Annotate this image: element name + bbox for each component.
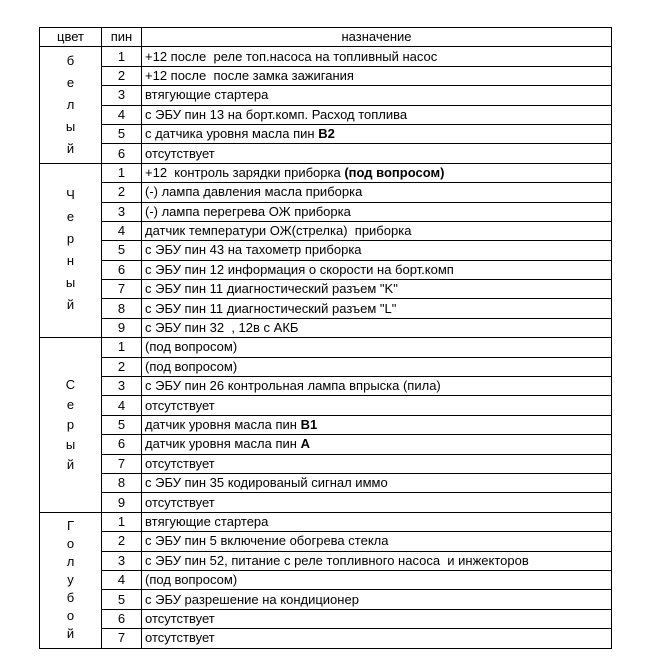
pin-description xyxy=(142,493,612,512)
pin-description xyxy=(142,512,612,531)
table-row xyxy=(40,202,612,221)
pin-description xyxy=(142,473,612,492)
pin-description-text: датчик уровня масла пин xyxy=(145,436,301,452)
pin-description-text: отсутствует xyxy=(145,455,215,471)
table-row xyxy=(40,163,612,182)
pin-description-emphasis: B1 xyxy=(300,417,318,432)
pin-description-text: с ЭБУ пин 13 на борт.комп. Расход топлива xyxy=(145,106,408,122)
table-row xyxy=(40,551,612,570)
pin-number: 3 xyxy=(102,202,142,221)
pin-description xyxy=(142,532,612,551)
wire-color-cell xyxy=(40,163,102,338)
pin-description-text: с ЭБУ пин 32 , 12в с АКБ xyxy=(145,320,299,336)
table-row xyxy=(40,570,612,589)
header-pin: пин xyxy=(102,28,142,47)
table-row xyxy=(40,357,612,376)
pin-description-emphasis: A xyxy=(300,436,310,452)
pin-description xyxy=(142,86,612,105)
pin-description xyxy=(142,357,612,376)
pin-number: 2 xyxy=(102,66,142,85)
table-row xyxy=(40,299,612,318)
pin-number: 4 xyxy=(102,105,142,124)
pin-description-text: с датчика уровня масла пин xyxy=(145,126,319,142)
pin-description-text: датчик уровня масла пин xyxy=(145,417,301,432)
pin-description xyxy=(142,221,612,240)
table-row xyxy=(40,183,612,202)
wire-color-letter: е xyxy=(66,75,75,91)
pin-number: 8 xyxy=(102,473,142,492)
pin-description xyxy=(142,202,612,221)
pin-description xyxy=(142,396,612,415)
pin-description-text: +12 после реле топ.насоса на топливный насос xyxy=(145,48,438,64)
pin-description-text: (-) лампа давления масла приборка xyxy=(145,184,363,200)
wire-color-label xyxy=(40,375,101,475)
pin-number: 1 xyxy=(102,512,142,531)
wire-color-letter: у xyxy=(67,572,74,588)
pin-description xyxy=(142,629,612,648)
table-row xyxy=(40,66,612,85)
wire-color-letter: ы xyxy=(65,119,76,135)
table-row xyxy=(40,241,612,260)
pin-number: 6 xyxy=(102,260,142,279)
pin-number: 6 xyxy=(102,144,142,163)
pin-description xyxy=(142,609,612,628)
table-row xyxy=(40,86,612,105)
pin-description-text: (под вопросом) xyxy=(145,572,238,588)
pin-description xyxy=(142,183,612,202)
pin-number: 5 xyxy=(102,241,142,260)
pin-description-text: с ЭБУ пин 5 включение обогрева стекла xyxy=(145,533,389,549)
wire-color-cell xyxy=(40,47,102,163)
wire-color-label xyxy=(40,184,101,316)
pin-number: 1 xyxy=(102,47,142,66)
pin-number: 2 xyxy=(102,183,142,202)
wire-color-letter: С xyxy=(65,377,76,392)
pin-number: 2 xyxy=(102,532,142,551)
wire-color-letter: ы xyxy=(65,437,76,452)
pin-description xyxy=(142,47,612,66)
table-row xyxy=(40,318,612,337)
wire-color-label xyxy=(40,50,101,160)
wire-color-letter: о xyxy=(66,536,75,552)
pin-number: 6 xyxy=(102,609,142,628)
table-row xyxy=(40,124,612,143)
pin-description-text: отсутствует xyxy=(145,630,215,646)
pin-description-text: отсутствует xyxy=(145,610,215,626)
pin-description xyxy=(142,163,612,182)
table-row xyxy=(40,280,612,299)
pin-number: 4 xyxy=(102,221,142,240)
table-row xyxy=(40,609,612,628)
wire-color-letter: р xyxy=(66,231,75,247)
pin-description-text: датчик температури ОЖ(стрелка) приборка xyxy=(145,223,412,239)
pin-number: 9 xyxy=(102,493,142,512)
pin-number: 8 xyxy=(102,299,142,318)
wire-color-letter: л xyxy=(66,554,75,570)
pin-description-text: с ЭБУ пин 26 контрольная лампа впрыска (пила) xyxy=(145,378,441,394)
pin-description-text: с ЭБУ пин 11 диагностический разъем "L" xyxy=(145,300,397,316)
pin-number: 2 xyxy=(102,357,142,376)
pin-description-text: отсутствует xyxy=(145,397,215,413)
table-row xyxy=(40,260,612,279)
pin-description xyxy=(142,454,612,473)
pin-number: 9 xyxy=(102,318,142,337)
pin-description xyxy=(142,551,612,570)
pin-description xyxy=(142,241,612,260)
pin-description-text: отсутствует xyxy=(145,494,215,510)
pin-number: 5 xyxy=(102,415,142,434)
pin-description xyxy=(142,280,612,299)
pin-description xyxy=(142,377,612,396)
table-row xyxy=(40,493,612,512)
header-row xyxy=(40,28,612,47)
pin-description-emphasis: (под вопросом) xyxy=(344,164,445,180)
pin-description xyxy=(142,260,612,279)
pin-number: 1 xyxy=(102,338,142,357)
pin-description xyxy=(142,318,612,337)
pin-number: 7 xyxy=(102,280,142,299)
pin-description-text: с ЭБУ разрешение на кондиционер xyxy=(145,591,359,607)
pin-description-text: (-) лампа перегрева ОЖ приборка xyxy=(145,203,351,219)
wire-color-letter: р xyxy=(66,417,75,432)
table-row xyxy=(40,512,612,531)
pin-description-text: втягующие стартера xyxy=(145,87,269,103)
table-row xyxy=(40,629,612,648)
pin-number: 6 xyxy=(102,435,142,454)
table-row xyxy=(40,473,612,492)
pin-description xyxy=(142,590,612,609)
pin-description-text: (под вопросом) xyxy=(145,358,238,374)
header-color: цвет xyxy=(40,28,102,47)
pin-description xyxy=(142,435,612,454)
wire-color-letter: й xyxy=(66,626,75,642)
pin-description xyxy=(142,415,612,434)
pin-number: 3 xyxy=(102,551,142,570)
wire-color-letter: й xyxy=(66,141,75,157)
pin-description-emphasis: B2 xyxy=(318,126,335,142)
pin-description-text: с ЭБУ пин 52, питание с реле топливного насоса и инжекторов xyxy=(145,552,529,568)
pin-description xyxy=(142,338,612,357)
pin-number: 5 xyxy=(102,590,142,609)
pin-description-text: +12 после после замка зажигания xyxy=(145,67,354,83)
pin-number: 1 xyxy=(102,163,142,182)
table-row xyxy=(40,454,612,473)
table-row xyxy=(40,47,612,66)
header-purpose: назначение xyxy=(142,28,612,47)
pin-description-text: с ЭБУ пин 11 диагностический разъем "K" xyxy=(145,281,398,297)
wire-color-letter: Ч xyxy=(66,187,75,203)
pin-description-text: отсутствует xyxy=(145,145,215,161)
wire-color-letter: й xyxy=(66,457,75,472)
pin-description-text: +12 контроль зарядки приборка xyxy=(145,164,345,180)
pin-description xyxy=(142,105,612,124)
pin-description xyxy=(142,124,612,143)
pin-description xyxy=(142,570,612,589)
table-row xyxy=(40,221,612,240)
wire-color-letter: ы xyxy=(65,275,76,291)
pin-number: 4 xyxy=(102,396,142,415)
wire-color-letter: е xyxy=(66,397,75,412)
pin-number: 3 xyxy=(102,377,142,396)
table-row xyxy=(40,396,612,415)
wire-color-cell xyxy=(40,338,102,513)
wire-color-letter: й xyxy=(66,297,75,313)
pin-number: 5 xyxy=(102,124,142,143)
wire-color-letter: о xyxy=(66,608,75,624)
pin-description-text: (под вопросом) xyxy=(145,339,238,355)
table-row xyxy=(40,144,612,163)
pin-assignment-table xyxy=(39,27,612,649)
wire-color-letter: л xyxy=(66,97,75,113)
pin-description-text: с ЭБУ пин 35 кодированый сигнал иммо xyxy=(145,475,388,491)
wire-color-cell xyxy=(40,512,102,648)
table-row xyxy=(40,377,612,396)
wire-color-letter: б xyxy=(66,53,75,69)
pin-description-text: с ЭБУ пин 12 информация о скорости на борт.комп xyxy=(145,261,454,277)
table-row xyxy=(40,105,612,124)
wire-color-label xyxy=(40,517,101,643)
pin-number: 7 xyxy=(102,629,142,648)
pin-description xyxy=(142,66,612,85)
wire-color-letter: б xyxy=(66,590,75,606)
wire-color-letter: н xyxy=(66,253,75,269)
pin-description-text: втягующие стартера xyxy=(145,513,269,529)
pin-description xyxy=(142,299,612,318)
pin-description-text: с ЭБУ пин 43 на тахометр приборка xyxy=(145,242,362,258)
pin-description xyxy=(142,144,612,163)
table-row xyxy=(40,590,612,609)
pin-number: 7 xyxy=(102,454,142,473)
pin-number: 4 xyxy=(102,570,142,589)
pin-number: 3 xyxy=(102,86,142,105)
table-row xyxy=(40,435,612,454)
wire-color-letter: Г xyxy=(66,518,75,534)
table-row xyxy=(40,338,612,357)
table-row xyxy=(40,532,612,551)
wire-color-letter: е xyxy=(66,209,75,225)
table-row xyxy=(40,415,612,434)
table-body xyxy=(40,47,612,648)
